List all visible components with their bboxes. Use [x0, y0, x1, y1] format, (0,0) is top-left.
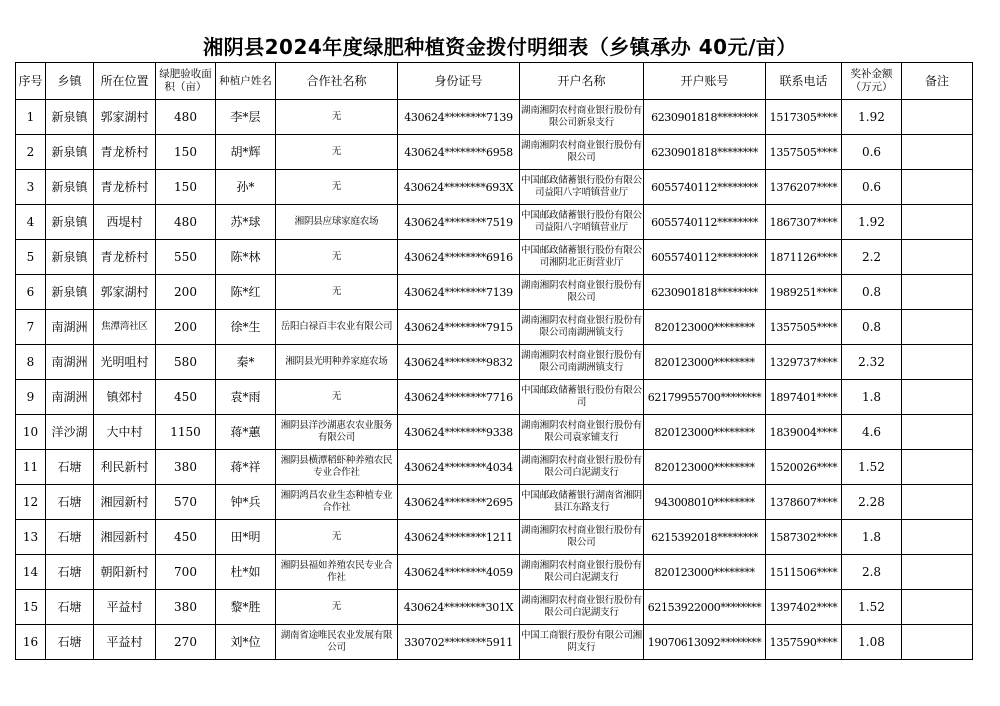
cell-grower: 陈*林: [216, 240, 276, 275]
cell-grower: 胡*辉: [216, 135, 276, 170]
cell-town: 新泉镇: [46, 100, 94, 135]
header-seq: 序号: [16, 63, 46, 100]
cell-phone: 1357505****: [766, 310, 842, 345]
header-remarks: 备注: [902, 63, 973, 100]
cell-grower: 黎*胜: [216, 590, 276, 625]
cell-town: 新泉镇: [46, 135, 94, 170]
cell-id-no: 430624********7139: [398, 100, 520, 135]
cell-id-no: 430624********9338: [398, 415, 520, 450]
cell-area: 450: [156, 520, 216, 555]
cell-account-no: 62153922000********: [644, 590, 766, 625]
header-grower: 种植户姓名: [216, 63, 276, 100]
cell-area: 700: [156, 555, 216, 590]
cell-area: 270: [156, 625, 216, 660]
cell-remarks: [902, 170, 973, 205]
cell-area: 200: [156, 275, 216, 310]
table-row: [16, 100, 973, 135]
cell-area: 150: [156, 170, 216, 205]
cell-account-name: 中国邮政储蓄银行湖南省湘阴县江东路支行: [520, 485, 644, 520]
subsidy-table: [15, 62, 973, 660]
cell-town: 石塘: [46, 520, 94, 555]
cell-remarks: [902, 625, 973, 660]
header-subsidy: 奖补金额（万元）: [842, 63, 902, 100]
cell-subsidy: 1.52: [842, 590, 902, 625]
cell-phone: 1839004****: [766, 415, 842, 450]
cell-account-no: 820123000********: [644, 555, 766, 590]
cell-seq: 15: [16, 590, 46, 625]
cell-subsidy: 0.8: [842, 310, 902, 345]
cell-area: 1150: [156, 415, 216, 450]
cell-remarks: [902, 450, 973, 485]
cell-coop: 湘阴县洋沙湖惠农农业服务有限公司: [276, 415, 398, 450]
cell-id-no: 430624********301X: [398, 590, 520, 625]
cell-village: 湘园新村: [94, 485, 156, 520]
cell-village: 光明咀村: [94, 345, 156, 380]
cell-village: 镇郊村: [94, 380, 156, 415]
cell-area: 150: [156, 135, 216, 170]
cell-coop: 湘阴县应球家庭农场: [276, 205, 398, 240]
cell-grower: 苏*球: [216, 205, 276, 240]
table-row: [16, 450, 973, 485]
cell-account-no: 820123000********: [644, 310, 766, 345]
cell-account-name: 湖南湘阴农村商业银行股份有限公司袁家铺支行: [520, 415, 644, 450]
cell-remarks: [902, 555, 973, 590]
cell-town: 石塘: [46, 485, 94, 520]
cell-phone: 1357505****: [766, 135, 842, 170]
cell-account-name: 湖南湘阴农村商业银行股份有限公司白泥湖支行: [520, 590, 644, 625]
cell-village: 大中村: [94, 415, 156, 450]
table-row: [16, 485, 973, 520]
cell-grower: 孙*: [216, 170, 276, 205]
cell-id-no: 430624********2695: [398, 485, 520, 520]
cell-subsidy: 0.8: [842, 275, 902, 310]
cell-village: 青龙桥村: [94, 170, 156, 205]
cell-phone: 1378607****: [766, 485, 842, 520]
cell-area: 550: [156, 240, 216, 275]
cell-area: 480: [156, 100, 216, 135]
cell-phone: 1376207****: [766, 170, 842, 205]
cell-seq: 8: [16, 345, 46, 380]
cell-town: 南湖洲: [46, 310, 94, 345]
cell-village: 朝阳新村: [94, 555, 156, 590]
cell-subsidy: 1.8: [842, 520, 902, 555]
cell-town: 南湖洲: [46, 345, 94, 380]
cell-town: 石塘: [46, 555, 94, 590]
cell-area: 380: [156, 590, 216, 625]
cell-town: 石塘: [46, 625, 94, 660]
cell-id-no: 330702********5911: [398, 625, 520, 660]
cell-account-name: 湖南湘阴农村商业银行股份有限公司南湖洲镇支行: [520, 310, 644, 345]
cell-id-no: 430624********7716: [398, 380, 520, 415]
cell-remarks: [902, 100, 973, 135]
header-account-name: 开户名称: [520, 63, 644, 100]
cell-remarks: [902, 205, 973, 240]
cell-account-name: 湖南湘阴农村商业银行股份有限公司白泥湖支行: [520, 450, 644, 485]
cell-village: 青龙桥村: [94, 240, 156, 275]
cell-subsidy: 2.28: [842, 485, 902, 520]
cell-phone: 1520026****: [766, 450, 842, 485]
cell-coop: 湘阴鸿昌农业生态种植专业合作社: [276, 485, 398, 520]
cell-coop: 无: [276, 275, 398, 310]
cell-grower: 李*层: [216, 100, 276, 135]
cell-subsidy: 2.8: [842, 555, 902, 590]
cell-village: 焦潭湾社区: [94, 310, 156, 345]
cell-id-no: 430624********9832: [398, 345, 520, 380]
cell-seq: 2: [16, 135, 46, 170]
cell-village: 西堤村: [94, 205, 156, 240]
table-row: [16, 135, 973, 170]
cell-account-no: 6055740112********: [644, 170, 766, 205]
cell-town: 石塘: [46, 590, 94, 625]
cell-grower: 杜*如: [216, 555, 276, 590]
cell-area: 580: [156, 345, 216, 380]
cell-subsidy: 1.92: [842, 100, 902, 135]
cell-village: 青龙桥村: [94, 135, 156, 170]
table-row: [16, 415, 973, 450]
cell-seq: 14: [16, 555, 46, 590]
cell-seq: 11: [16, 450, 46, 485]
cell-village: 平益村: [94, 625, 156, 660]
cell-town: 石塘: [46, 450, 94, 485]
cell-remarks: [902, 275, 973, 310]
cell-subsidy: 2.2: [842, 240, 902, 275]
cell-account-name: 湖南湘阴农村商业银行股份有限公司: [520, 135, 644, 170]
cell-coop: 无: [276, 240, 398, 275]
cell-id-no: 430624********4059: [398, 555, 520, 590]
cell-seq: 7: [16, 310, 46, 345]
cell-seq: 16: [16, 625, 46, 660]
table-row: [16, 555, 973, 590]
cell-coop: 无: [276, 380, 398, 415]
cell-remarks: [902, 590, 973, 625]
cell-seq: 9: [16, 380, 46, 415]
cell-town: 新泉镇: [46, 170, 94, 205]
cell-account-name: 湖南湘阴农村商业银行股份有限公司新泉支行: [520, 100, 644, 135]
header-town: 乡镇: [46, 63, 94, 100]
cell-subsidy: 4.6: [842, 415, 902, 450]
table-body: [16, 100, 973, 660]
cell-seq: 13: [16, 520, 46, 555]
cell-area: 200: [156, 310, 216, 345]
cell-account-name: 湖南湘阴农村商业银行股份有限公司南湖洲镇支行: [520, 345, 644, 380]
cell-grower: 田*明: [216, 520, 276, 555]
cell-grower: 陈*红: [216, 275, 276, 310]
cell-account-name: 中国邮政储蓄银行股份有限公司: [520, 380, 644, 415]
cell-grower: 蒋*蕙: [216, 415, 276, 450]
cell-account-no: 19070613092********: [644, 625, 766, 660]
cell-grower: 刘*位: [216, 625, 276, 660]
cell-remarks: [902, 415, 973, 450]
cell-account-name: 湖南湘阴农村商业银行股份有限公司: [520, 275, 644, 310]
cell-account-no: 62179955700********: [644, 380, 766, 415]
cell-phone: 1329737****: [766, 345, 842, 380]
cell-seq: 4: [16, 205, 46, 240]
header-id-no: 身份证号: [398, 63, 520, 100]
table-row: [16, 380, 973, 415]
cell-remarks: [902, 135, 973, 170]
cell-phone: 1867307****: [766, 205, 842, 240]
cell-phone: 1871126****: [766, 240, 842, 275]
cell-remarks: [902, 345, 973, 380]
cell-village: 郭家湖村: [94, 275, 156, 310]
table-row: [16, 240, 973, 275]
cell-village: 利民新村: [94, 450, 156, 485]
cell-seq: 3: [16, 170, 46, 205]
cell-id-no: 430624********7519: [398, 205, 520, 240]
table-row: [16, 590, 973, 625]
cell-subsidy: 0.6: [842, 170, 902, 205]
cell-town: 新泉镇: [46, 240, 94, 275]
cell-grower: 徐*生: [216, 310, 276, 345]
table-row: [16, 275, 973, 310]
table-row: [16, 625, 973, 660]
cell-coop: 无: [276, 590, 398, 625]
cell-coop: 无: [276, 170, 398, 205]
cell-seq: 10: [16, 415, 46, 450]
cell-remarks: [902, 485, 973, 520]
header-phone: 联系电话: [766, 63, 842, 100]
cell-account-no: 6230901818********: [644, 100, 766, 135]
cell-account-no: 6055740112********: [644, 205, 766, 240]
cell-village: 郭家湖村: [94, 100, 156, 135]
cell-phone: 1587302****: [766, 520, 842, 555]
cell-account-no: 6215392018********: [644, 520, 766, 555]
cell-account-no: 943008010********: [644, 485, 766, 520]
table-row: [16, 310, 973, 345]
table-row: [16, 170, 973, 205]
cell-account-name: 中国邮政储蓄银行股份有限公司益阳八字哨镇营业厅: [520, 170, 644, 205]
cell-town: 新泉镇: [46, 205, 94, 240]
cell-grower: 袁*雨: [216, 380, 276, 415]
cell-subsidy: 2.32: [842, 345, 902, 380]
cell-remarks: [902, 310, 973, 345]
cell-town: 新泉镇: [46, 275, 94, 310]
cell-seq: 12: [16, 485, 46, 520]
cell-id-no: 430624********7139: [398, 275, 520, 310]
cell-village: 湘园新村: [94, 520, 156, 555]
cell-account-no: 820123000********: [644, 415, 766, 450]
cell-coop: 无: [276, 100, 398, 135]
cell-phone: 1989251****: [766, 275, 842, 310]
cell-phone: 1517305****: [766, 100, 842, 135]
cell-id-no: 430624********7915: [398, 310, 520, 345]
cell-subsidy: 1.8: [842, 380, 902, 415]
cell-coop: 岳阳白禄百丰农业有限公司: [276, 310, 398, 345]
cell-account-no: 6230901818********: [644, 275, 766, 310]
cell-village: 平益村: [94, 590, 156, 625]
cell-id-no: 430624********6916: [398, 240, 520, 275]
cell-account-name: 中国工商银行股份有限公司湘阴支行: [520, 625, 644, 660]
cell-subsidy: 0.6: [842, 135, 902, 170]
cell-account-name: 湖南湘阴农村商业银行股份有限公司: [520, 520, 644, 555]
table-row: [16, 520, 973, 555]
cell-phone: 1357590****: [766, 625, 842, 660]
cell-coop: 湖南省途唯民农业发展有限公司: [276, 625, 398, 660]
cell-phone: 1397402****: [766, 590, 842, 625]
cell-area: 450: [156, 380, 216, 415]
cell-remarks: [902, 380, 973, 415]
cell-id-no: 430624********4034: [398, 450, 520, 485]
cell-area: 380: [156, 450, 216, 485]
cell-id-no: 430624********693X: [398, 170, 520, 205]
cell-remarks: [902, 240, 973, 275]
cell-grower: 蒋*祥: [216, 450, 276, 485]
cell-account-no: 820123000********: [644, 345, 766, 380]
header-area: 绿肥验收面积（亩）: [156, 63, 216, 100]
cell-account-no: 820123000********: [644, 450, 766, 485]
cell-seq: 1: [16, 100, 46, 135]
header-account-no: 开户账号: [644, 63, 766, 100]
cell-account-name: 中国邮政储蓄银行股份有限公司湘阴北正街营业厅: [520, 240, 644, 275]
cell-account-name: 中国邮政储蓄银行股份有限公司益阳八字哨镇营业厅: [520, 205, 644, 240]
header-coop: 合作社名称: [276, 63, 398, 100]
cell-id-no: 430624********6958: [398, 135, 520, 170]
page-title: 湘阴县2024年度绿肥种植资金拨付明细表（乡镇承办 40元/亩）: [203, 35, 797, 59]
cell-coop: 湘阴县福如养殖农民专业合作社: [276, 555, 398, 590]
cell-town: 南湖洲: [46, 380, 94, 415]
cell-area: 480: [156, 205, 216, 240]
cell-town: 洋沙湖: [46, 415, 94, 450]
cell-grower: 秦*: [216, 345, 276, 380]
cell-account-no: 6055740112********: [644, 240, 766, 275]
cell-seq: 5: [16, 240, 46, 275]
header-village: 所在位置: [94, 63, 156, 100]
cell-seq: 6: [16, 275, 46, 310]
cell-remarks: [902, 520, 973, 555]
cell-coop: 无: [276, 520, 398, 555]
cell-grower: 钟*兵: [216, 485, 276, 520]
cell-coop: 湘阴县光明种养家庭农场: [276, 345, 398, 380]
table-row: [16, 345, 973, 380]
header-row: [16, 63, 973, 100]
table-row: [16, 205, 973, 240]
cell-coop: 无: [276, 135, 398, 170]
cell-coop: 湘阴县横潭稻虾种养殖农民专业合作社: [276, 450, 398, 485]
cell-account-no: 6230901818********: [644, 135, 766, 170]
cell-phone: 1511506****: [766, 555, 842, 590]
cell-subsidy: 1.52: [842, 450, 902, 485]
cell-subsidy: 1.08: [842, 625, 902, 660]
cell-area: 570: [156, 485, 216, 520]
cell-phone: 1897401****: [766, 380, 842, 415]
cell-id-no: 430624********1211: [398, 520, 520, 555]
cell-subsidy: 1.92: [842, 205, 902, 240]
cell-account-name: 湖南湘阴农村商业银行股份有限公司白泥湖支行: [520, 555, 644, 590]
